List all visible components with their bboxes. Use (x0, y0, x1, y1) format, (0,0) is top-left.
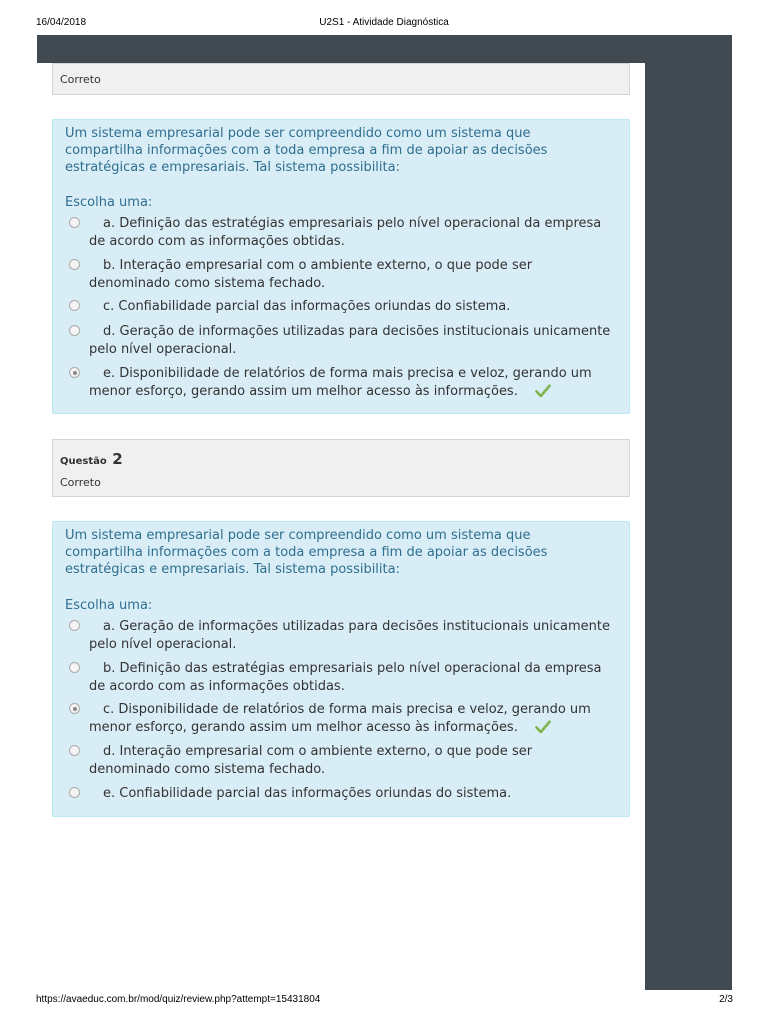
radio-button[interactable] (69, 325, 80, 336)
question1-option-a[interactable] (69, 215, 614, 250)
question1-option-b[interactable] (69, 257, 614, 292)
question1-prompt: Escolha uma: (65, 195, 153, 210)
radio-button-selected[interactable] (69, 703, 80, 714)
question-number: 2 (112, 450, 123, 468)
question1-option-e[interactable] (69, 365, 614, 403)
option-label: b. Interação empresarial com o ambiente externo, o que pode ser denominado como sistema fechado. (89, 258, 533, 291)
question1-option-c[interactable] (69, 298, 614, 316)
question2-number (60, 450, 123, 468)
top-nav-bar (37, 35, 732, 63)
print-page-number: 2/3 (719, 994, 733, 1005)
question2-formulation (52, 521, 630, 817)
question2-option-e[interactable] (69, 785, 614, 803)
question1-info (52, 63, 630, 95)
check-icon (521, 720, 551, 740)
question-heading: Questão (60, 456, 107, 467)
print-date: 16/04/2018 (36, 17, 87, 28)
option-label: c. Confiabilidade parcial das informações oriundas do sistema. (103, 299, 511, 314)
question1-formulation (52, 119, 630, 414)
print-url: https://avaeduc.com.br/mod/quiz/review.php?attempt=15431804 (36, 994, 321, 1005)
question1-option-d[interactable] (69, 323, 614, 358)
print-header (0, 17, 768, 31)
question2-option-c[interactable] (69, 701, 614, 739)
question2-option-b[interactable] (69, 660, 614, 695)
option-label: d. Interação empresarial com o ambiente externo, o que pode ser denominado como sistema fechado. (89, 744, 533, 777)
radio-button-selected[interactable] (69, 367, 80, 378)
option-label: e. Disponibilidade de relatórios de forma mais precisa e veloz, gerando um menor esforço, gerando assim um melhor acesso às informações. (89, 366, 592, 399)
right-sidebar (645, 63, 732, 990)
radio-button[interactable] (69, 745, 80, 756)
radio-button[interactable] (69, 300, 80, 311)
question2-info (52, 439, 630, 497)
question2-text: Um sistema empresarial pode ser compreendido como um sistema que compartilha informações com a toda empresa a fim de apoiar as decisões estratégicas e empresariais. Tal sistema possibilita: (65, 528, 548, 577)
radio-button[interactable] (69, 259, 80, 270)
question1-state: Correto (60, 73, 101, 86)
option-label: c. Disponibilidade de relatórios de forma mais precisa e veloz, gerando um menor esforço, gerando assim um melhor acesso às informações. (89, 702, 591, 735)
question1-text: Um sistema empresarial pode ser compreendido como um sistema que compartilha informações com a toda empresa a fim de apoiar as decisões estratégicas e empresariais. Tal sistema possibilita: (65, 126, 548, 175)
option-label: a. Definição das estratégias empresariais pelo nível operacional da empresa de acordo com as informações obtidas. (89, 216, 602, 249)
radio-button[interactable] (69, 620, 80, 631)
radio-button[interactable] (69, 787, 80, 798)
radio-button[interactable] (69, 217, 80, 228)
option-label: b. Definição das estratégias empresariais pelo nível operacional da empresa de acordo com as informações obtidas. (89, 661, 602, 694)
print-page-title: U2S1 - Atividade Diagnóstica (319, 17, 449, 28)
option-label: a. Geração de informações utilizadas para decisões institucionais unicamente pelo nível operacional. (89, 619, 611, 652)
option-label: e. Confiabilidade parcial das informações oriundas do sistema. (103, 786, 512, 801)
question2-option-d[interactable] (69, 743, 614, 778)
check-icon (521, 384, 551, 404)
question2-state: Correto (60, 476, 101, 489)
radio-button[interactable] (69, 662, 80, 673)
question2-option-a[interactable] (69, 618, 614, 653)
question2-prompt: Escolha uma: (65, 598, 153, 613)
option-label: d. Geração de informações utilizadas para decisões institucionais unicamente pelo nível operacional. (89, 324, 611, 357)
print-footer (0, 994, 768, 1008)
